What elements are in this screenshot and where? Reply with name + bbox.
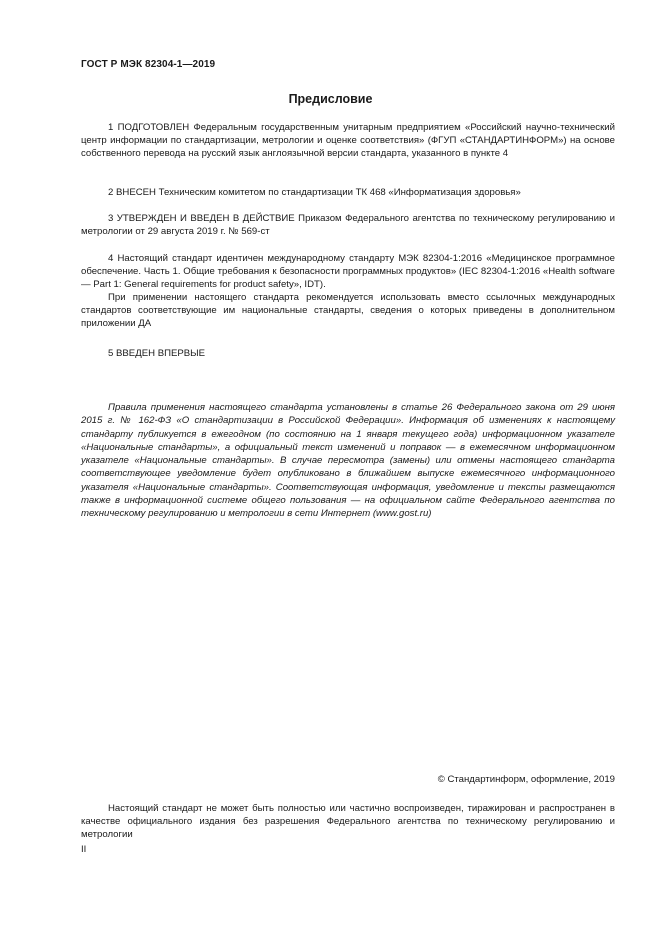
foreword-paragraph-2: 2 ВНЕСЕН Техническим комитетом по стандартизации ТК 468 «Информатизация здоровья» [108,187,521,198]
foreword-item-1 [81,121,615,160]
foreword-item-4 [81,252,615,330]
page-number: II [81,844,87,855]
foreword-item-3 [81,212,615,238]
foreword-paragraph-3: 3 УТВЕРЖДЕН И ВВЕДЕН В ДЕЙСТВИЕ Приказом Федерального агентства по техническому регулированию и метрологии от 29 августа 2019 г. № 569-ст [81,213,615,237]
rules-notice-text: Правила применения настоящего стандарта установлены в статье 26 Федерального закона от 29 июня 2015 г. № 162-ФЗ «О стандартизации в Российской Федерации». Информация об изменениях к настоящему стандарту публикуется в ежегодном (по состоянию на 1 января текущего года) информационном указателе «Национальные стандарты», а официальный текст изменений и поправок — в ежемесячном информационном указателе «Национальные стандарты». В случае пересмотра (замены) или отмены настоящего стандарта соответствующее уведомление будет опубликовано в ближайшем выпуске ежемесячного информационного указателя «Национальные стандарты». Соответствующая информация, уведомление и тексты размещаются также в информационной системе общего пользования — на официальном сайте Федерального агентства по техническому регулированию и метрологии в сети Интернет (www.gost.ru) [81,402,615,520]
foreword-paragraph-4: 4 Настоящий стандарт идентичен международному стандарту МЭК 82304-1:2016 «Медицинское программное обеспечение. Часть 1. Общие требования к безопасности программных продуктов» (IEC 82304-1:2016 «Health software — Part 1: General requirements for product safety», IDT). [81,253,615,290]
foreword-paragraph-5: 5 ВВЕДЕН ВПЕРВЫЕ [108,348,206,359]
copyright-line: © Стандартинформ, оформление, 2019 [437,774,615,785]
reproduction-notice-text: Настоящий стандарт не может быть полностью или частично воспроизведен, тиражирован и распространен в качестве официального издания без разрешения Федерального агентства по техническому регулированию и метрологии [81,803,615,840]
reproduction-notice [81,802,615,841]
rules-notice [81,401,615,521]
foreword-paragraph-1: 1 ПОДГОТОВЛЕН Федеральным государственным унитарным предприятием «Российский научно-технический центр информации по стандартизации, метрологии и оценке соответствия» (ФГУП «СТАНДАРТИНФОРМ») на основе собственного перевода на русский язык англоязычной версии стандарта, указанного в пункте 4 [81,122,615,159]
page-title: Предисловие [288,92,373,106]
foreword-item-2 [81,186,615,199]
foreword-item-5 [81,347,615,360]
document-code-header: ГОСТ Р МЭК 82304-1—2019 [81,59,216,70]
foreword-paragraph-4b: При применении настоящего стандарта рекомендуется использовать вместо ссылочных международных стандартов соответствующие им национальные стандарты, сведения о которых приведены в дополнительном приложении ДА [81,292,615,329]
